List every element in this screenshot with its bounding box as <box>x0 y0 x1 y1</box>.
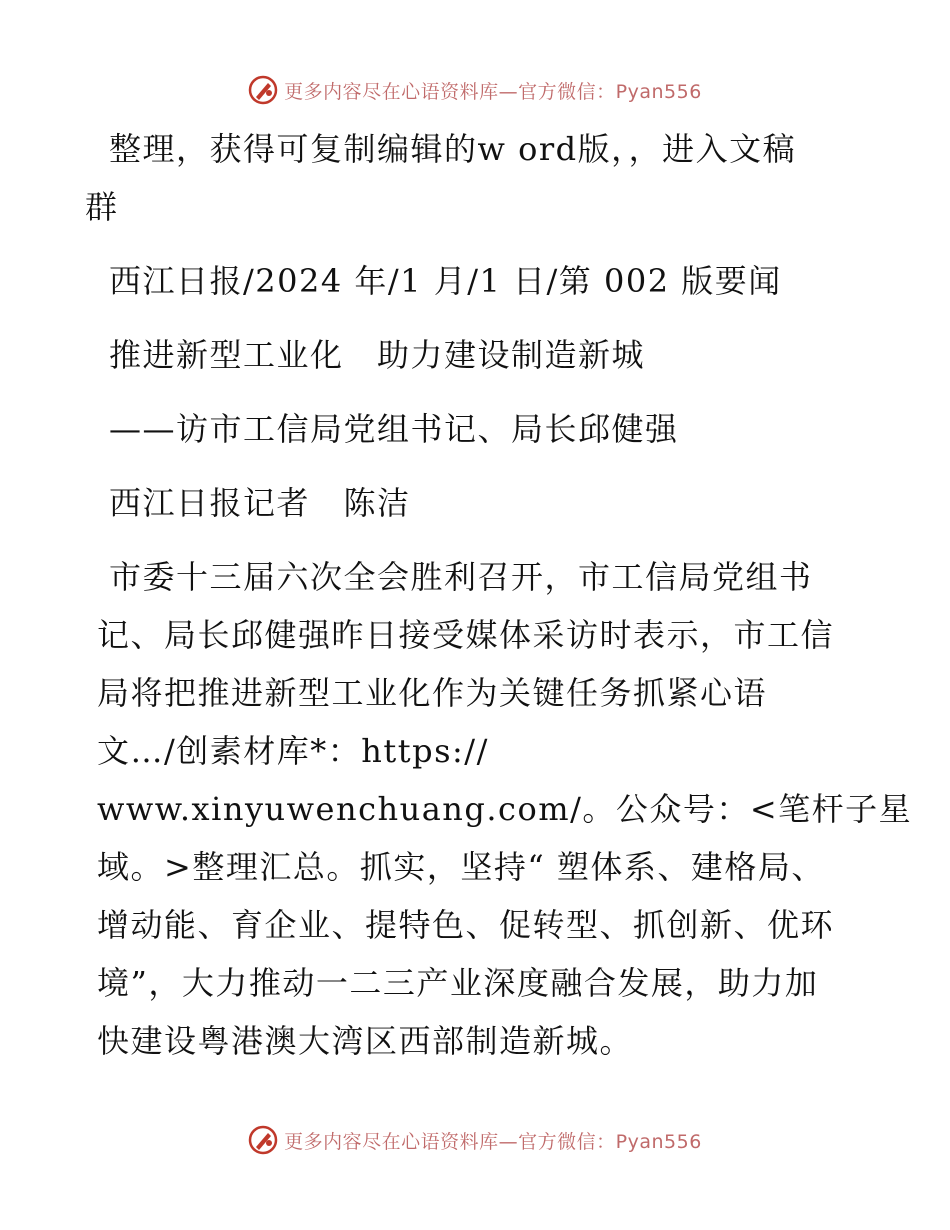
text-line: 增动能、育企业、提特色、促转型、抓创新、优环 <box>97 906 835 944</box>
text-line: 文…/创素材库*：https:// <box>97 732 489 770</box>
headline: 推进新型工业化 助力建设制造新城 <box>109 336 646 374</box>
subheadline: ——访市工信局党组书记、局长邱健强 <box>109 410 679 448</box>
text-line: 域。>整理汇总。抓实，坚持“ 塑体系、建格局、 <box>97 848 825 886</box>
text-line: www.xinyuwenchuang.com/。公众号：<笔杆子星 <box>97 790 913 828</box>
document-body <box>85 120 913 1070</box>
source-line: 西江日报/2024 年/1 月/1 日/第 002 版要闻 <box>109 262 782 300</box>
intro-paragraph <box>85 120 857 236</box>
watermark-text: 更多内容尽在心语资料库—官方微信：Pyan556 <box>284 1130 702 1153</box>
text-line: 群 <box>85 188 119 226</box>
text-line: 快建设粤港澳大湾区西部制造新城。 <box>97 1022 634 1060</box>
text-line: 记、局长邱健强昨日接受媒体采访时表示，市工信 <box>97 616 835 654</box>
pen-logo-icon <box>248 75 278 105</box>
text-line: 整理，获得可复制编辑的w ord版，，进入文稿 <box>109 130 797 168</box>
text-line: 局将把推进新型工业化作为关键任务抓紧心语 <box>97 674 768 712</box>
body-paragraph <box>97 548 913 1070</box>
byline: 西江日报记者 陈洁 <box>109 484 411 522</box>
header-watermark-banner <box>0 70 950 110</box>
footer-watermark-banner <box>0 1120 950 1160</box>
text-line: 境”，大力推动一二三产业深度融合发展，助力加 <box>97 964 819 1002</box>
text-line: 市委十三届六次全会胜利召开，市工信局党组书 <box>109 558 813 596</box>
watermark-text: 更多内容尽在心语资料库—官方微信：Pyan556 <box>284 80 702 103</box>
pen-logo-icon <box>248 1125 278 1155</box>
